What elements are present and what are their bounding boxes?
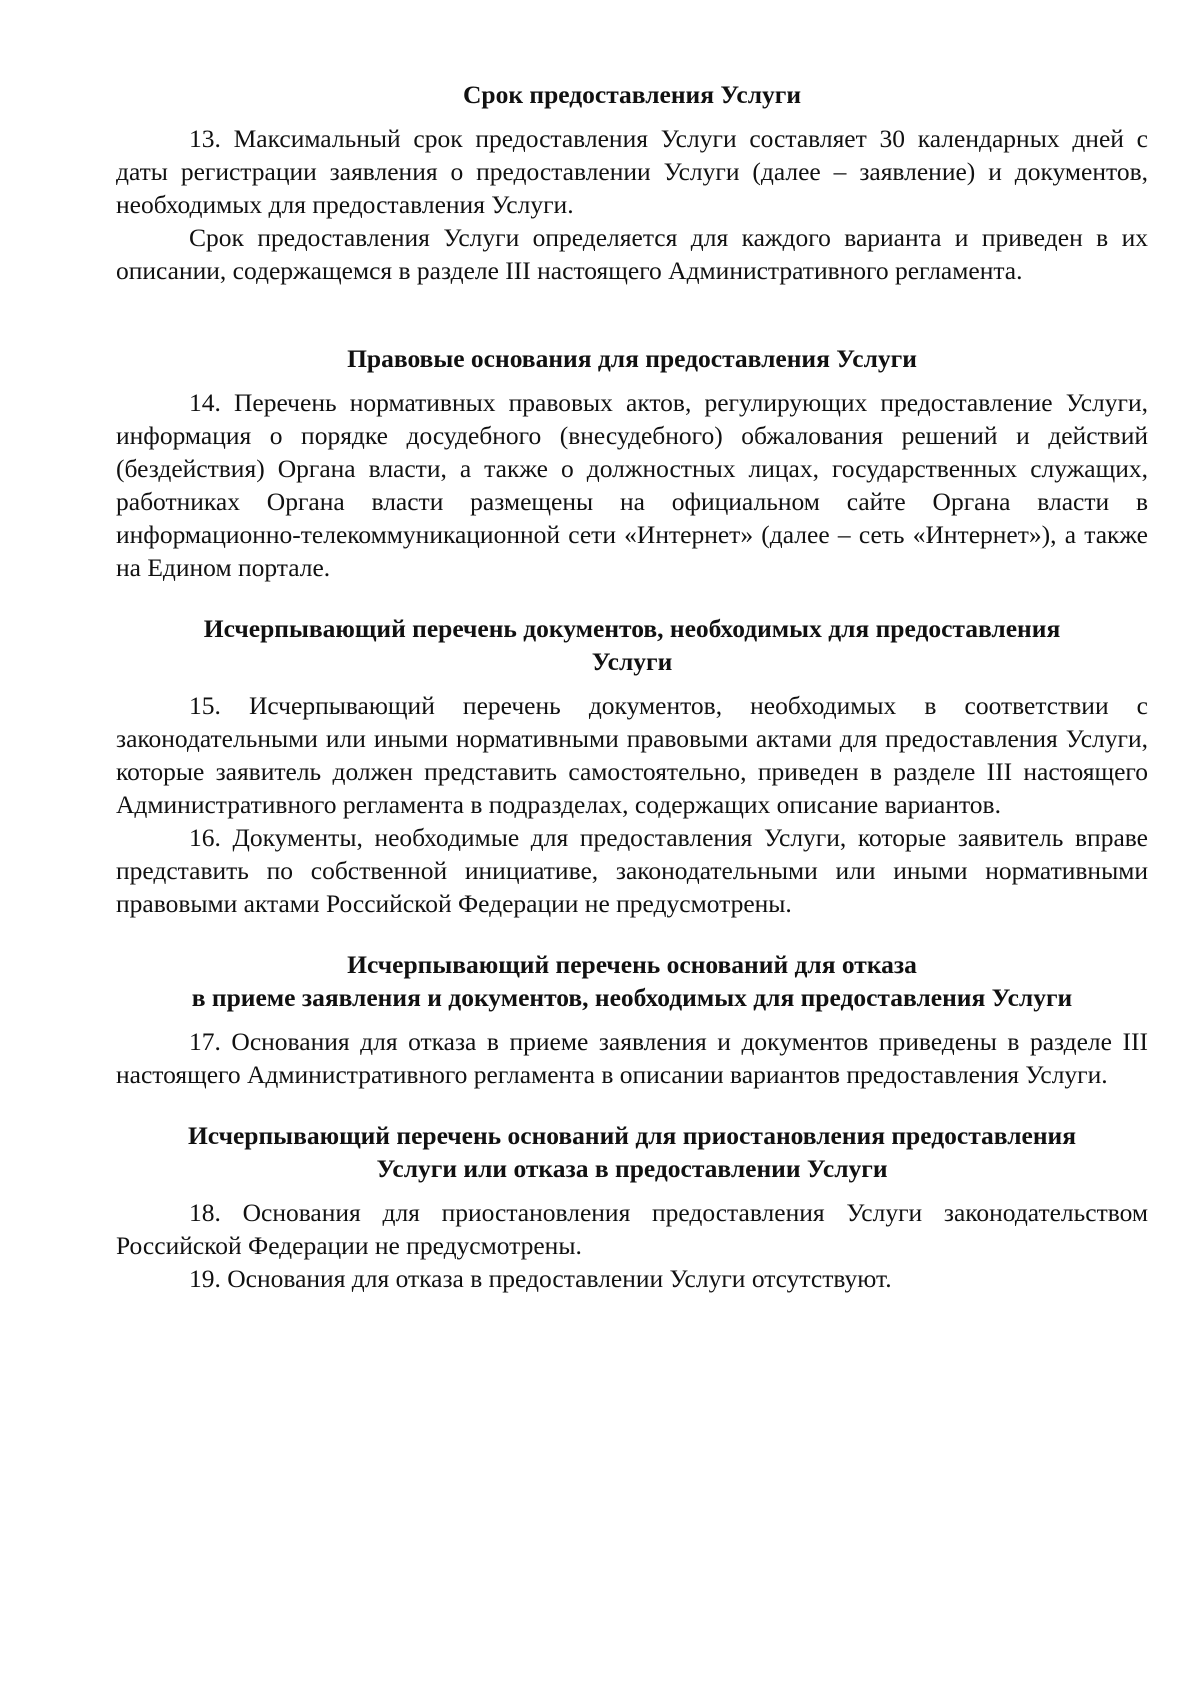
paragraph-17: 17. Основания для отказа в приеме заявления и документов приведены в разделе III настоящего Административного регламента в описании вариантов предоставления Услуги. [116,1027,1148,1089]
paragraph-19: 19. Основания для отказа в предоставлении Услуги отсутствуют. [189,1264,892,1293]
section-heading-term [116,78,1148,111]
section-heading-refusal-reception [116,948,1148,1014]
heading-line: Исчерпывающий перечень документов, необходимых для предоставления [203,614,1061,643]
heading-line: Услуги [591,647,673,676]
paragraph-15: 15. Исчерпывающий перечень документов, необходимых в соответствии с законодательными или иными нормативными правовыми актами для предоставления Услуги, которые заявитель должен представить самостоятельно, приведен в разделе III настоящего Административного регламента в подразделах, содержащих описание вариантов. [116,691,1148,819]
heading-line: в приеме заявления и документов, необходимых для предоставления Услуги [191,983,1073,1012]
paragraph-14: 14. Перечень нормативных правовых актов, регулирующих предоставление Услуги, информация о порядке досудебного (внесудебного) обжалования решений и действий (бездействия) Органа власти, а также о должностных лицах, государственных служащих, работниках Органа власти размещены на официальном сайте Органа власти в информационно-телекоммуникационной сети «Интернет» (далее – сеть «Интернет»), а также на Едином портале. [116,388,1148,582]
paragraph-term-variants: Срок предоставления Услуги определяется для каждого варианта и приведен в их описании, содержащемся в разделе III настоящего Административного регламента. [116,223,1148,285]
heading-line: Правовые основания для предоставления Услуги [347,344,917,373]
section-heading-documents-list [116,612,1148,678]
paragraph-13: 13. Максимальный срок предоставления Услуги составляет 30 календарных дней с даты регистрации заявления о предоставлении Услуги (далее – заявление) и документов, необходимых для предоставления Услуги. [116,124,1148,219]
section-heading-suspension-refusal [116,1119,1148,1185]
heading-line: Срок предоставления Услуги [462,80,802,109]
section-heading-legal-basis [116,342,1148,375]
paragraph-16: 16. Документы, необходимые для предоставления Услуги, которые заявитель вправе представить по собственной инициативе, законодательными или иными нормативными правовыми актами Российской Федерации не предусмотрены. [116,823,1148,918]
heading-line: Исчерпывающий перечень оснований для приостановления предоставления [187,1121,1077,1150]
heading-line: Услуги или отказа в предоставлении Услуги [376,1154,888,1183]
document-body [116,78,1148,1295]
paragraph-18: 18. Основания для приостановления предоставления Услуги законодательством Российской Федерации не предусмотрены. [116,1198,1148,1260]
heading-line: Исчерпывающий перечень оснований для отказа [347,950,917,979]
